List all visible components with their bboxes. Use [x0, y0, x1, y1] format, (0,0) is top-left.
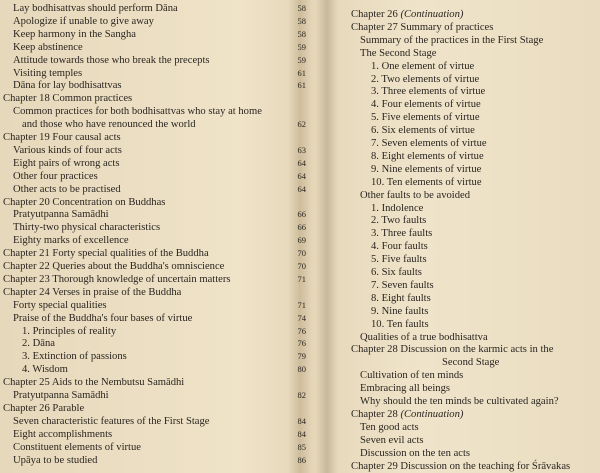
toc-page-number: 80 [297, 364, 306, 375]
toc-entry [334, 21, 600, 34]
toc-entry-title: 3. Extinction of passions [22, 351, 127, 363]
toc-entry [0, 131, 318, 144]
toc-page-number: 66 [297, 209, 306, 220]
toc-entry-title: 4. Wisdom [22, 364, 68, 376]
toc-page-number: 61 [297, 80, 306, 91]
toc-entry [0, 92, 318, 105]
toc-entry [334, 47, 600, 60]
toc-entry [334, 8, 600, 21]
toc-entry [334, 60, 600, 73]
toc-entry [334, 460, 600, 473]
toc-entry [0, 196, 318, 209]
toc-entry-title: Upāya to be studied [13, 454, 98, 466]
toc-page-number: 62 [297, 119, 306, 130]
toc-entry [0, 273, 318, 286]
toc-page-number: 64 [297, 183, 306, 194]
toc-entry [334, 189, 600, 202]
toc-entry [334, 124, 600, 137]
toc-entry-title: 6. Six elements of virtue [371, 125, 475, 137]
toc-entry [0, 221, 318, 234]
toc-entry-title: Dāna for lay bodhisattvas [13, 80, 122, 92]
toc-entry-title: Eight accomplishments [13, 428, 113, 440]
toc-entry [334, 369, 600, 382]
toc-entry-title: 3. Three elements of virtue [371, 86, 486, 98]
toc-entry-title: 5. Five faults [371, 254, 427, 266]
toc-entry [334, 343, 600, 356]
toc-entry [334, 163, 600, 176]
toc-entry-title: Other four practices [13, 170, 98, 182]
toc-page-number: 64 [297, 157, 306, 168]
toc-entry-title: Various kinds of four acts [13, 144, 122, 156]
toc-entry-title: Chapter 21 Forty special qualities of the Buddha [3, 248, 209, 260]
toc-entry-title: 4. Four elements of virtue [371, 99, 481, 111]
toc-entry-title: 9. Nine elements of virtue [371, 163, 482, 175]
toc-entry [0, 441, 318, 454]
toc-entry-title: Chapter 18 Common practices [3, 93, 133, 105]
toc-entry-title: Second Stage [442, 357, 500, 369]
toc-entry-title: Lay bodhisattvas should perform Dāna [13, 3, 178, 14]
toc-entry [334, 137, 600, 150]
toc-entry-title: 10. Ten faults [371, 318, 429, 330]
toc-entry [0, 247, 318, 260]
toc-page-number: 63 [297, 144, 306, 155]
toc-page-number: 58 [297, 3, 306, 13]
toc-entry-title: Embracing all beings [360, 383, 451, 395]
toc-page-number: 86 [297, 454, 306, 465]
toc-entry [334, 292, 600, 305]
toc-entry [334, 331, 600, 344]
toc-page-number: 64 [297, 170, 306, 181]
toc-entry [334, 279, 600, 292]
toc-entry-title: 10. Ten elements of virtue [371, 176, 482, 188]
toc-entry-title: Attitude towards those who break the precepts [13, 54, 210, 66]
toc-entry [0, 454, 318, 467]
toc-entry [334, 395, 600, 408]
toc-entry-title: and those who have renounced the world [22, 119, 196, 131]
toc-entry-title: 1. One element of virtue [371, 60, 475, 72]
toc-entry [334, 85, 600, 98]
toc-entry-title: Seven characteristic features of the First Stage [13, 415, 210, 427]
toc-entry-title: 1. Principles of reality [22, 325, 117, 337]
toc-entry-title: 7. Seven faults [371, 279, 434, 291]
toc-entry-title: Keep abstinence [13, 41, 83, 53]
toc-entry [334, 176, 600, 189]
toc-entry-title: Chapter 28 (Continuation) [351, 408, 464, 420]
toc-entry [334, 227, 600, 240]
toc-page-number: 71 [297, 299, 306, 310]
toc-entry [334, 382, 600, 395]
toc-entry [0, 299, 318, 312]
toc-entry [0, 2, 318, 15]
toc-page-number: 59 [297, 54, 306, 65]
toc-entry [0, 376, 318, 389]
toc-page-number: 82 [297, 390, 306, 400]
toc-entry-title: The Second Stage [360, 47, 437, 59]
toc-entry-title: 2. Dāna [22, 338, 55, 350]
toc-entry [334, 305, 600, 318]
toc-entry-title: Common practices for both bodhisattvas who stay at home [13, 106, 262, 118]
toc-page-number: 58 [297, 15, 306, 26]
toc-page-number: 61 [297, 67, 306, 78]
toc-entry [0, 389, 318, 402]
toc-entry [334, 253, 600, 266]
toc-entry-title: 1. Indolence [371, 202, 424, 214]
toc-entry-title: Chapter 23 Thorough knowledge of uncertain matters [3, 273, 231, 285]
toc-entry [0, 41, 318, 54]
toc-entry-title: Summary of the practices in the First Stage [360, 34, 544, 46]
toc-entry-title: 3. Three faults [371, 228, 433, 240]
toc-entry-title: Qualities of a true bodhisattva [360, 331, 488, 343]
toc-entry-title: Chapter 22 Queries about the Buddha's omniscience [3, 261, 225, 272]
toc-entry [334, 202, 600, 215]
toc-entry [0, 144, 318, 157]
toc-entry [334, 240, 600, 253]
toc-entry-title: Other acts to be practised [13, 183, 121, 195]
toc-entry-title: Eighty marks of excellence [13, 235, 129, 247]
toc-entry [334, 150, 600, 163]
toc-entry-title: Seven evil acts [360, 434, 424, 446]
toc-page-number: 59 [297, 41, 306, 52]
toc-entry-title: Cultivation of ten minds [360, 370, 464, 382]
toc-entry-title: 5. Five elements of virtue [371, 112, 480, 124]
toc-entry [0, 157, 318, 170]
toc-page-number: 84 [297, 415, 306, 426]
toc-entry-title: Pratyutpanna Samādhi [13, 390, 109, 401]
toc-entry-note: (Continuation) [400, 408, 464, 420]
toc-entry [0, 28, 318, 41]
toc-entry [334, 408, 600, 421]
toc-entry-title: Chapter 20 Concentration on Buddhas [3, 196, 166, 208]
toc-entry [0, 363, 318, 376]
toc-entry-title: 4. Four faults [371, 241, 428, 253]
toc-entry [0, 260, 318, 273]
toc-entry [0, 170, 318, 183]
toc-entry [0, 67, 318, 80]
toc-entry [334, 318, 600, 331]
toc-entry-title: Eight pairs of wrong acts [13, 157, 120, 169]
toc-entry-title: Chapter 27 Summary of practices [351, 21, 494, 33]
toc-entry [0, 234, 318, 247]
toc-entry-title: Forty special qualities [13, 299, 107, 311]
toc-entry [334, 98, 600, 111]
toc-entry-title: Chapter 26 Parable [3, 402, 85, 414]
toc-entry-title: Pratyutpanna Samādhi [13, 209, 109, 221]
toc-entry-title: Visiting temples [13, 67, 83, 79]
toc-entry-title: 9. Nine faults [371, 305, 429, 317]
toc-page-number: 79 [297, 351, 306, 362]
toc-entry-title: Ten good acts [360, 421, 419, 433]
toc-entry-note: (Continuation) [400, 9, 464, 20]
toc-page-number: 85 [297, 441, 306, 452]
toc-page-number: 84 [297, 428, 306, 439]
toc-page-number: 74 [297, 312, 306, 323]
toc-entry [0, 15, 318, 28]
toc-entry [0, 337, 318, 350]
toc-entry [334, 34, 600, 47]
toc-entry-title: Keep harmony in the Sangha [13, 28, 136, 40]
right-page [334, 0, 600, 473]
toc-entry-title: 2. Two faults [371, 215, 427, 227]
toc-entry [334, 434, 600, 447]
toc-entry-title: Other faults to be avoided [360, 189, 471, 201]
toc-page-number: 69 [297, 235, 306, 246]
toc-page-number: 70 [297, 248, 306, 259]
toc-entry-title: 6. Six faults [371, 267, 422, 278]
toc-entry-title: 2. Two elements of virtue [371, 73, 480, 85]
toc-entry [334, 421, 600, 434]
toc-entry [0, 325, 318, 338]
toc-page-number: 76 [297, 325, 306, 336]
toc-entry [0, 415, 318, 428]
toc-entry [334, 447, 600, 460]
toc-entry [0, 54, 318, 67]
toc-entry [0, 286, 318, 299]
toc-page-number: 71 [297, 273, 306, 284]
toc-page-number: 58 [297, 28, 306, 39]
toc-entry [0, 312, 318, 325]
toc-entry [334, 111, 600, 124]
toc-entry-title: Chapter 25 Aids to the Nembutsu Samādhi [3, 377, 185, 389]
toc-entry-title: Chapter 28 Discussion on the karmic acts in the [351, 344, 554, 356]
toc-entry [0, 428, 318, 441]
toc-entry-title: Chapter 24 Verses in praise of the Buddha [3, 286, 182, 298]
toc-entry-title: Chapter 29 Discussion on the teaching for Śrāvakas [351, 460, 571, 472]
toc-entry-title: Praise of the Buddha's four bases of virtue [13, 312, 193, 324]
toc-entry [0, 183, 318, 196]
toc-entry [0, 105, 318, 118]
toc-entry [334, 356, 600, 369]
toc-entry-title: Chapter 26 (Continuation) [351, 9, 464, 20]
toc-page-number: 66 [297, 222, 306, 233]
toc-entry [0, 350, 318, 363]
toc-page-number: 76 [297, 338, 306, 349]
toc-page-number: 70 [297, 261, 306, 271]
toc-entry [0, 79, 318, 92]
toc-entry-title: Thirty-two physical characteristics [13, 222, 161, 234]
toc-entry-title: 8. Eight elements of virtue [371, 150, 484, 162]
toc-entry-title: Discussion on the ten acts [360, 447, 471, 459]
toc-entry [334, 266, 600, 279]
toc-entry-title: Why should the ten minds be cultivated again? [360, 396, 559, 407]
toc-entry-title: Apologize if unable to give away [13, 15, 154, 27]
toc-entry [0, 208, 318, 221]
toc-entry [334, 214, 600, 227]
toc-entry [334, 73, 600, 86]
toc-entry [0, 402, 318, 415]
toc-entry [0, 118, 318, 131]
toc-entry-title: Chapter 19 Four causal acts [3, 132, 121, 143]
toc-entry-title: 8. Eight faults [371, 292, 431, 304]
toc-entry-title: Constituent elements of virtue [13, 441, 141, 453]
toc-entry-title: 7. Seven elements of virtue [371, 138, 487, 149]
